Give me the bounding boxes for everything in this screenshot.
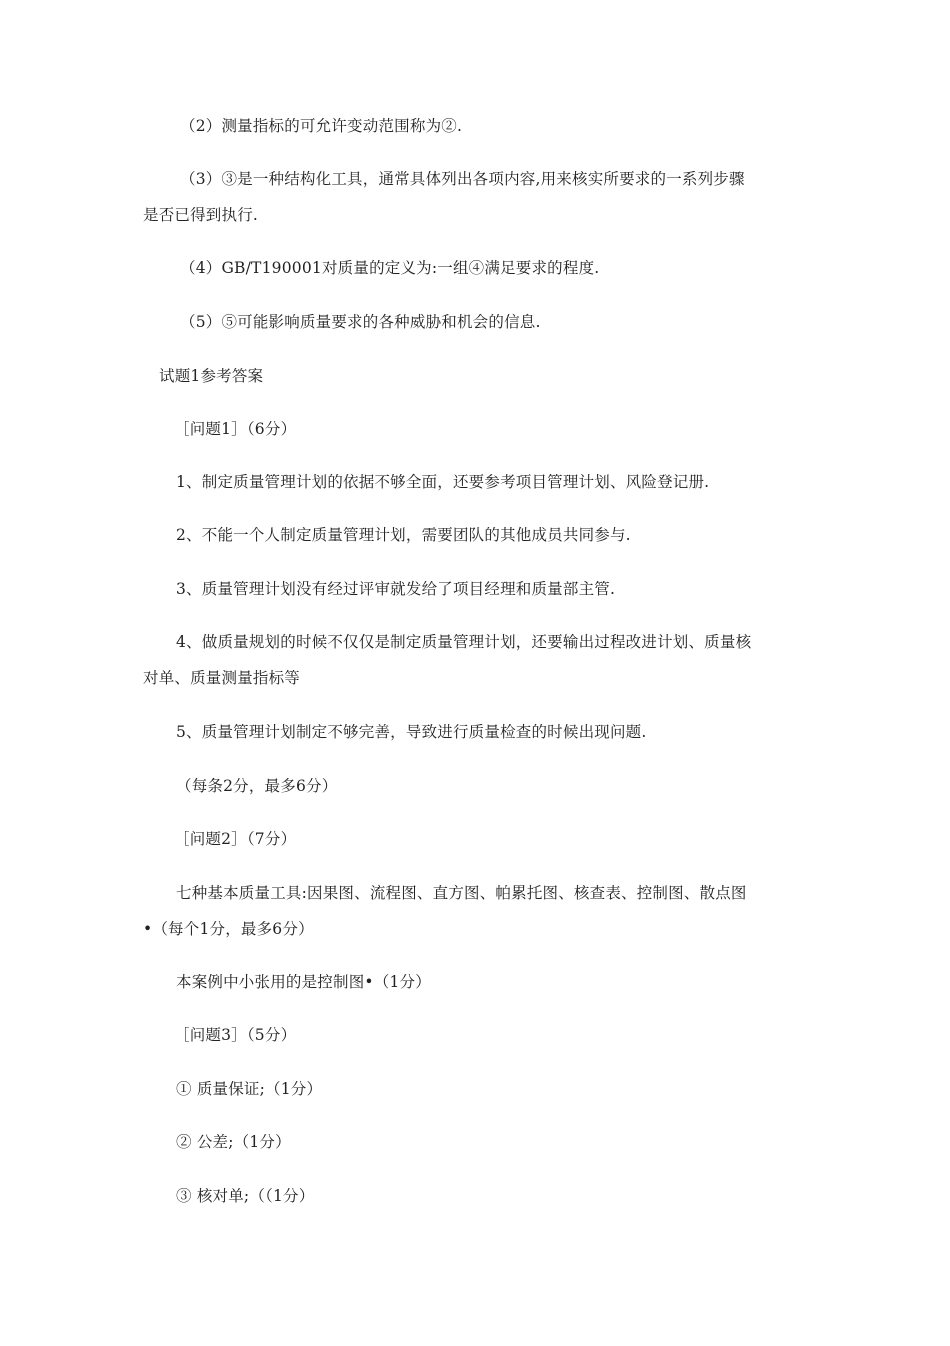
answer-1-item-1: 1、制定质量管理计划的依据不够全面，还要参考项目管理计划、风险登记册.: [176, 473, 710, 491]
answer-heading: 试题1参考答案: [159, 367, 264, 385]
answer-1-item-4: 4、做质量规划的时候不仅仅是制定质量管理计划，还要输出过程改进计划、质量核: [176, 633, 752, 651]
paragraph-q2: （2）测量指标的可允许变动范围称为②.: [180, 117, 463, 135]
answer-2-tools-continuation: •（每个1分，最多6分）: [143, 920, 314, 938]
answer-1-scoring: （每条2分，最多6分）: [176, 777, 338, 795]
question-1-heading: ［问题1］（6分）: [174, 420, 297, 438]
paragraph-q4: （4）GB/T190001对质量的定义为:一组④满足要求的程度.: [180, 259, 600, 277]
question-2-heading: ［问题2］（7分）: [174, 830, 297, 848]
answer-1-item-3: 3、质量管理计划没有经过评审就发给了项目经理和质量部主管.: [176, 580, 616, 598]
paragraph-q3-continuation: 是否已得到执行.: [143, 206, 259, 224]
question-3-heading: ［问题3］（5分）: [174, 1026, 297, 1044]
answer-3-item-2: ② 公差;（1分）: [176, 1133, 291, 1151]
answer-2-tools: 七种基本质量工具:因果图、流程图、直方图、帕累托图、核查表、控制图、散点图: [176, 884, 747, 902]
paragraph-q5: （5）⑤可能影响质量要求的各种威胁和机会的信息.: [180, 313, 541, 331]
answer-1-item-4-continuation: 对单、质量测量指标等: [143, 669, 301, 687]
answer-1-item-2: 2、不能一个人制定质量管理计划，需要团队的其他成员共同参与.: [176, 526, 631, 544]
answer-1-item-5: 5、质量管理计划制定不够完善，导致进行质量检查的时候出现问题.: [176, 723, 647, 741]
answer-2-case: 本案例中小张用的是控制图•（1分）: [176, 973, 431, 991]
answer-3-item-1: ① 质量保证;（1分）: [176, 1080, 323, 1098]
paragraph-q3: （3）③是一种结构化工具，通常具体列出各项内容,用来核实所要求的一系列步骤: [180, 170, 745, 188]
answer-3-item-3: ③ 核对单;（（1分）: [176, 1187, 315, 1205]
